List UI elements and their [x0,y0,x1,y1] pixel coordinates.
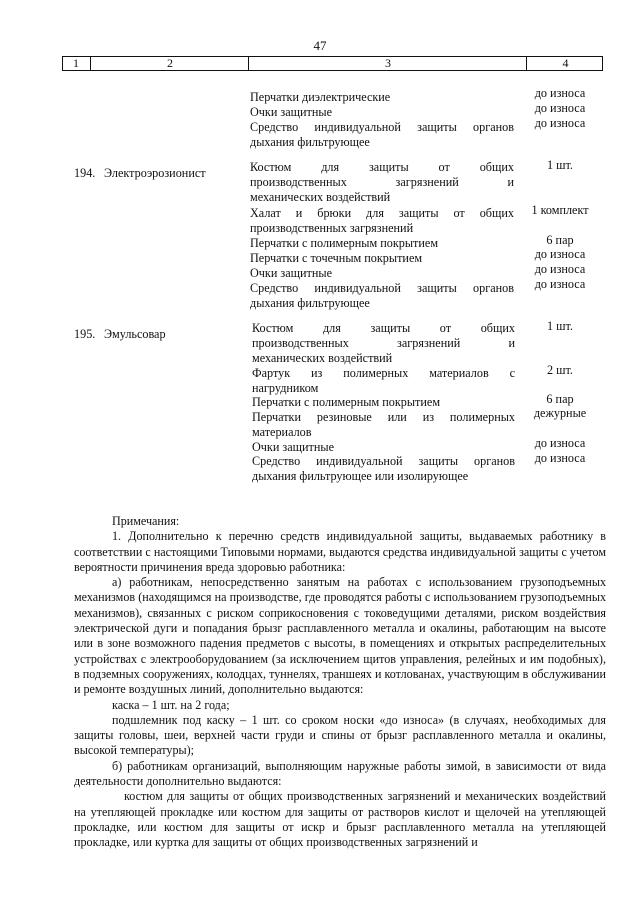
item-name: Перчатки диэлектрические [250,90,391,104]
item-qty: до износа [534,436,586,450]
item-qty: до износа [534,451,586,465]
item-name: Костюм для защиты от общих [252,321,515,335]
item-name: Халат и брюки для защиты от общих [250,206,514,220]
item-name-cont: производственных загрязнений и [252,336,515,350]
item-name-cont: дыхания фильтрующее [250,296,370,310]
item-name-cont: механических воздействий [250,190,391,204]
column-header-3: 3 [248,56,527,71]
notes-section [74,514,606,851]
item-name-cont: механических воздействий [252,351,393,365]
item-qty: 6 пар [546,233,574,247]
item-qty: до износа [534,101,586,115]
column-header-4: 4 [526,56,604,71]
note-helmet: каска – 1 шт. на 2 года; [112,697,230,712]
item-name-cont: материалов [252,425,312,439]
item-qty: 6 пар [546,392,574,406]
item-name: Очки защитные [250,266,332,280]
column-header-row [62,56,603,71]
item-name: Перчатки с полимерным покрытием [252,395,441,409]
note-subparagraph-b: б) работникам организаций, выполняющим наружные работы зимой, в зависимости от вида деятельности дополнительно выдаются: [74,758,606,789]
item-qty: 1 шт. [547,158,573,172]
item-qty: до износа [534,86,586,100]
item-qty: до износа [534,277,586,291]
item-name-cont: производственных загрязнений [250,221,414,235]
item-qty: 1 шт. [547,319,573,333]
profession-name: Эмульсовар [104,327,166,341]
note-helmet-liner: подшлемник под каску – 1 шт. со сроком носки «до износа» (в случаях, необходимых для защиты головы, шеи, верхней части груди и спины от брызг расплавленного металла и окалины, высокой температуры); [74,712,606,758]
item-name-cont: дыхания фильтрующее [250,135,370,149]
item-qty: до износа [534,262,586,276]
item-qty: до износа [534,116,586,130]
item-name: Средство индивидуальной защиты органов [252,454,515,468]
item-qty: до износа [534,247,586,261]
page-number: 47 [313,38,327,53]
item-name: Средство индивидуальной защиты органов [250,120,514,134]
note-subparagraph-a: а) работникам, непосредственно занятым на работах с использованием грузоподъемных механизмов (находящимся на производстве, где проводятся работы с использованием грузоподъемных механизмов), связанных с риском соприкосновения с токоведущими деталями, риском воздействия электрической дуги и попадания брызг расплавленного металла и окалины, работающим на высоте или в зоне возможного падения предметов с высоты, в помещениях и открытых распределительных устройствах с электрооборудованием (за исключением щитов управления, релейных и им подобных), в подземных сооружениях, колодцах, туннелях, траншеях и котлованах, участвующим в обслуживании и ремонте воздушных линий, дополнительно выдаются: [74,575,606,697]
item-name: Фартук из полимерных материалов с [252,366,515,380]
entry-number: 195. [74,327,96,341]
item-name: Перчатки с полимерным покрытием [250,236,439,250]
item-name-cont: дыхания фильтрующее или изолирующее [252,469,469,483]
item-name: Перчатки с точечным покрытием [250,251,423,265]
column-header-1: 1 [73,56,79,70]
note-winter-suit: костюм для защиты от общих производственных загрязнений и механических воздействий на утепляющей прокладке или костюм для защиты от растворов кислот и щелочей на утепляющей прокладке, или костюм для защиты от искр и брызг расплавленного металла на утепляющей прокладке, или куртка для защиты от общих производственных загрязнений и [74,789,606,850]
item-name: Очки защитные [252,440,334,454]
profession-name: Электроэрозионист [104,166,206,180]
item-qty: 1 комплект [531,203,589,217]
entry-number: 194. [74,166,96,180]
item-name: Костюм для защиты от общих [250,160,514,174]
item-name: Средство индивидуальной защиты органов [250,281,514,295]
item-qty: 2 шт. [547,363,573,377]
item-name: Перчатки резиновые или из полимерных [252,410,515,424]
item-qty: дежурные [533,406,587,420]
item-name: Очки защитные [250,105,332,119]
notes-title: Примечания: [112,514,180,528]
item-name-cont: нагрудником [252,381,319,395]
item-name-cont: производственных загрязнений и [250,175,514,189]
column-header-2: 2 [90,56,249,71]
note-paragraph-1: 1. Дополнительно к перечню средств индивидуальной защиты, выдаваемых работнику в соответствии с настоящими Типовыми нормами, выдаются средства индивидуальной защиты с учетом вероятности причинения вреда здоровью работника: [74,529,606,574]
